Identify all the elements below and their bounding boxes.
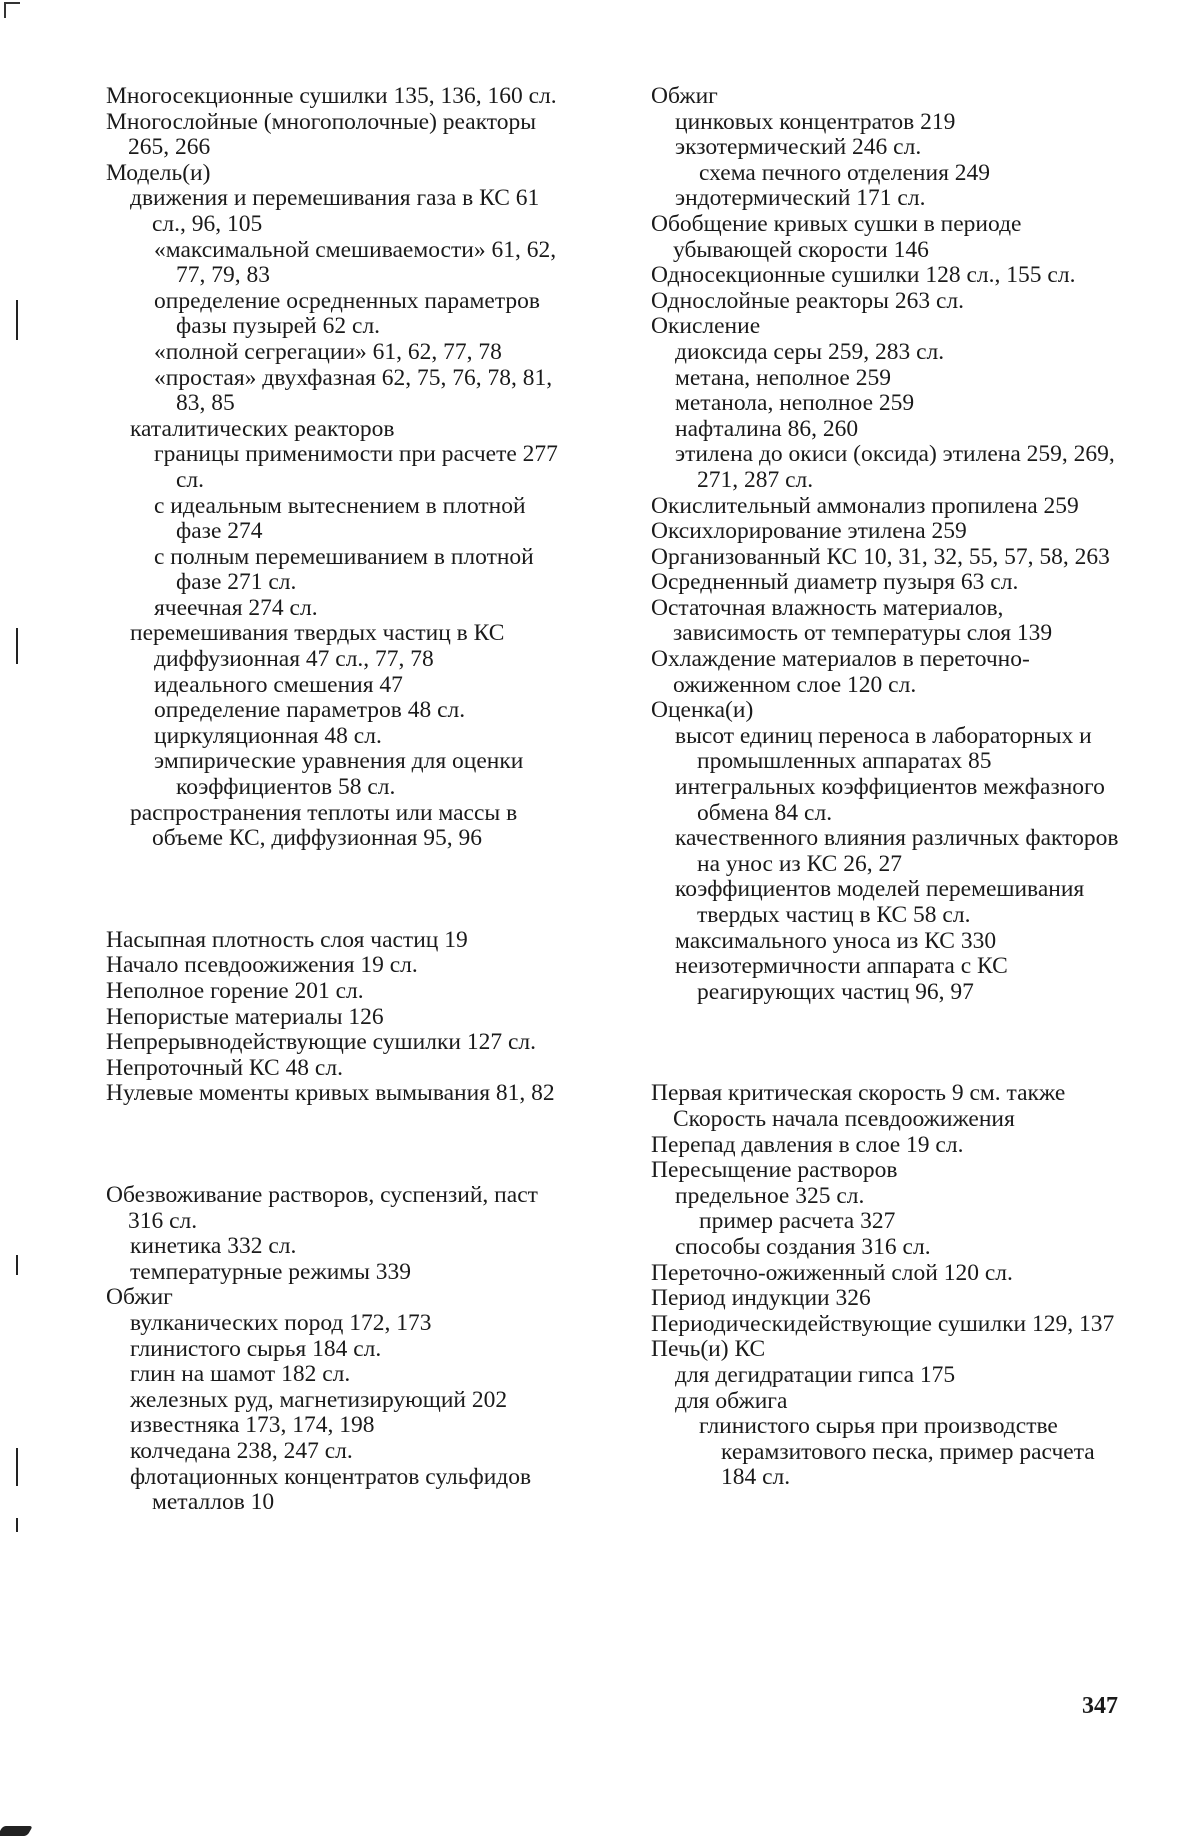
index-entry: Односекционные сушилки 128 сл., 155 сл.	[651, 262, 1076, 289]
index-subentry: «максимальной смешиваемости» 61, 62, 77, 79, 83	[154, 236, 557, 289]
index-subentry: качественного влияния различных факторов на унос из КС 26, 27	[675, 825, 1119, 877]
index-entry: Однослойные реакторы 263 сл.	[651, 287, 964, 314]
index-subentry: для дегидратации гипса 175	[675, 1361, 956, 1388]
index-entry: Непрерывнодействующие сушилки 127 сл.	[106, 1029, 536, 1056]
index-subentry: интегральных коэффициентов межфазного обмена 84 сл.	[675, 774, 1105, 826]
index-subentry: для обжига	[675, 1387, 788, 1414]
index-entry: Период индукции 326	[651, 1285, 871, 1312]
index-subentry: неизотермичности аппарата с КС реагирующих частиц 96, 97	[675, 953, 1008, 1005]
section-gap	[106, 1107, 571, 1183]
index-subentry: глин на шамот 182 сл.	[130, 1361, 351, 1388]
index-entry: Организованный КС 10, 31, 32, 55, 57, 58, 263	[651, 543, 1110, 570]
index-column-left	[106, 84, 571, 1516]
index-subentry: «простая» двухфазная 62, 75, 76, 78, 81, 83, 85	[154, 364, 553, 417]
index-entry: Периодическидействующие сушилки 129, 137	[651, 1310, 1115, 1337]
index-subentry: пример расчета 327	[699, 1208, 896, 1235]
index-subentry: кинетика 332 сл.	[130, 1233, 297, 1260]
page-number: 347	[1082, 1693, 1118, 1719]
index-subentry: коэффициентов моделей перемешивания твердых частиц в КС 58 сл.	[675, 876, 1085, 928]
index-subentry: метана, неполное 259	[675, 364, 891, 391]
index-subentry: эндотермический 171 сл.	[675, 185, 926, 212]
scan-margin-mark	[16, 300, 18, 340]
index-entry: Оксихлорирование этилена 259	[651, 518, 967, 545]
scan-corner-mark	[4, 2, 20, 18]
index-subentry: глинистого сырья 184 сл.	[130, 1335, 382, 1362]
index-entry: Непористые материалы 126	[106, 1003, 384, 1030]
index-subentry: железных руд, магнетизирующий 202	[130, 1386, 508, 1413]
index-subentry: идеального смешения 47	[154, 671, 403, 698]
index-entry: Окисление	[651, 313, 761, 340]
scan-smudge	[0, 1826, 33, 1836]
index-subentry: предельное 325 сл.	[675, 1182, 865, 1209]
index-entry: Многослойные (многополочные) реакторы 265, 266	[106, 108, 537, 161]
index-subentry: температурные режимы 339	[130, 1258, 412, 1285]
index-entry: Обобщение кривых сушки в периоде убывающей скорости 146	[651, 210, 1022, 263]
index-entry: Модель(и)	[106, 159, 211, 186]
index-entry: Неполное горение 201 сл.	[106, 978, 364, 1004]
section-gap	[106, 852, 571, 928]
index-entry: Многосекционные сушилки 135, 136, 160 сл.	[106, 83, 557, 109]
index-subentry: определение параметров 48 сл.	[154, 697, 466, 724]
index-entry: Окислительный аммонализ пропилена 259	[651, 492, 1079, 519]
index-entry: Начало псевдоожижения 19 сл.	[106, 952, 418, 979]
index-subentry: нафталина 86, 260	[675, 415, 859, 442]
index-subentry: этилена до окиси (оксида) этилена 259, 269, 271, 287 сл.	[675, 441, 1115, 493]
index-subentry: схема печного отделения 249	[699, 159, 991, 186]
scan-margin-mark	[16, 1448, 18, 1486]
index-subentry: циркуляционная 48 сл.	[154, 722, 382, 749]
section-gap	[651, 1005, 1121, 1081]
index-subentry: известняка 173, 174, 198	[130, 1412, 375, 1439]
index-entry: Нулевые моменты кривых вымывания 81, 82	[106, 1080, 555, 1107]
index-subentry: экзотермический 246 сл.	[675, 134, 922, 161]
index-subentry: ячеечная 274 сл.	[154, 594, 318, 621]
index-subentry: колчедана 238, 247 сл.	[130, 1437, 353, 1464]
index-subentry: вулканических пород 172, 173	[130, 1309, 432, 1336]
scan-margin-mark	[16, 628, 18, 664]
index-entry: Обжиг	[651, 83, 718, 109]
index-entry: Перепад давления в слое 19 сл.	[651, 1131, 964, 1158]
index-subentry: определение осредненных параметров фазы пузырей 62 сл.	[154, 287, 541, 340]
index-entry: Обжиг	[106, 1284, 173, 1311]
index-subentry: распространения теплоты или массы в объеме КС, диффузионная 95, 96	[130, 799, 518, 852]
scan-margin-mark	[16, 1518, 18, 1532]
index-entry: Остаточная влажность материалов, зависимость от температуры слоя 139	[651, 594, 1053, 647]
index-subentry: перемешивания твердых частиц в КС	[130, 620, 505, 647]
index-subentry: с полным перемешиванием в плотной фазе 271 сл.	[154, 543, 534, 596]
index-subentry: способы создания 316 сл.	[675, 1233, 931, 1260]
index-subentry: максимального уноса из КС 330	[675, 927, 997, 954]
index-entry: Осредненный диаметр пузыря 63 сл.	[651, 569, 1019, 596]
index-subentry: «полной сегрегации» 61, 62, 77, 78	[154, 338, 502, 365]
index-entry: Насыпная плотность слоя частиц 19	[106, 926, 468, 953]
index-subentry: глинистого сырья при производстве керамзитового песка, пример расчета 184 сл.	[699, 1413, 1095, 1491]
index-subentry: диффузионная 47 сл., 77, 78	[154, 646, 434, 673]
index-subentry: диоксида серы 259, 283 сл.	[675, 338, 945, 365]
index-subentry: каталитических реакторов	[130, 415, 395, 442]
index-subentry: движения и перемешивания газа в КС 61 сл., 96, 105	[130, 185, 540, 237]
index-subentry: цинковых концентратов 219	[675, 108, 956, 135]
index-subentry: флотационных концентратов сульфидов металлов 10	[130, 1463, 532, 1516]
index-entry: Первая критическая скорость 9 см. также Скорость начала псевдоожижения	[651, 1080, 1066, 1132]
index-entry: Печь(и) КС	[651, 1336, 766, 1363]
index-entry: Непроточный КС 48 сл.	[106, 1054, 343, 1081]
index-entry: Переточно-ожиженный слой 120 сл.	[651, 1259, 1013, 1286]
index-subentry: границы применимости при расчете 277 сл.	[154, 441, 558, 493]
index-entry: Оценка(и)	[651, 697, 754, 724]
index-subentry: с идеальным вытеснением в плотной фазе 274	[154, 492, 526, 545]
scan-margin-mark	[16, 1255, 18, 1275]
index-entry: Обезвоживание растворов, суспензий, паст 316 сл.	[106, 1181, 538, 1234]
index-subentry: метанола, неполное 259	[675, 390, 915, 417]
index-column-right	[651, 84, 1121, 1491]
index-subentry: высот единиц переноса в лабораторных и промышленных аппаратах 85	[675, 722, 1092, 775]
index-subentry: эмпирические уравнения для оценки коэффициентов 58 сл.	[154, 748, 524, 801]
index-entry: Пересыщение растворов	[651, 1157, 898, 1184]
index-entry: Охлаждение материалов в переточно-ожиженном слое 120 сл.	[651, 646, 1030, 698]
